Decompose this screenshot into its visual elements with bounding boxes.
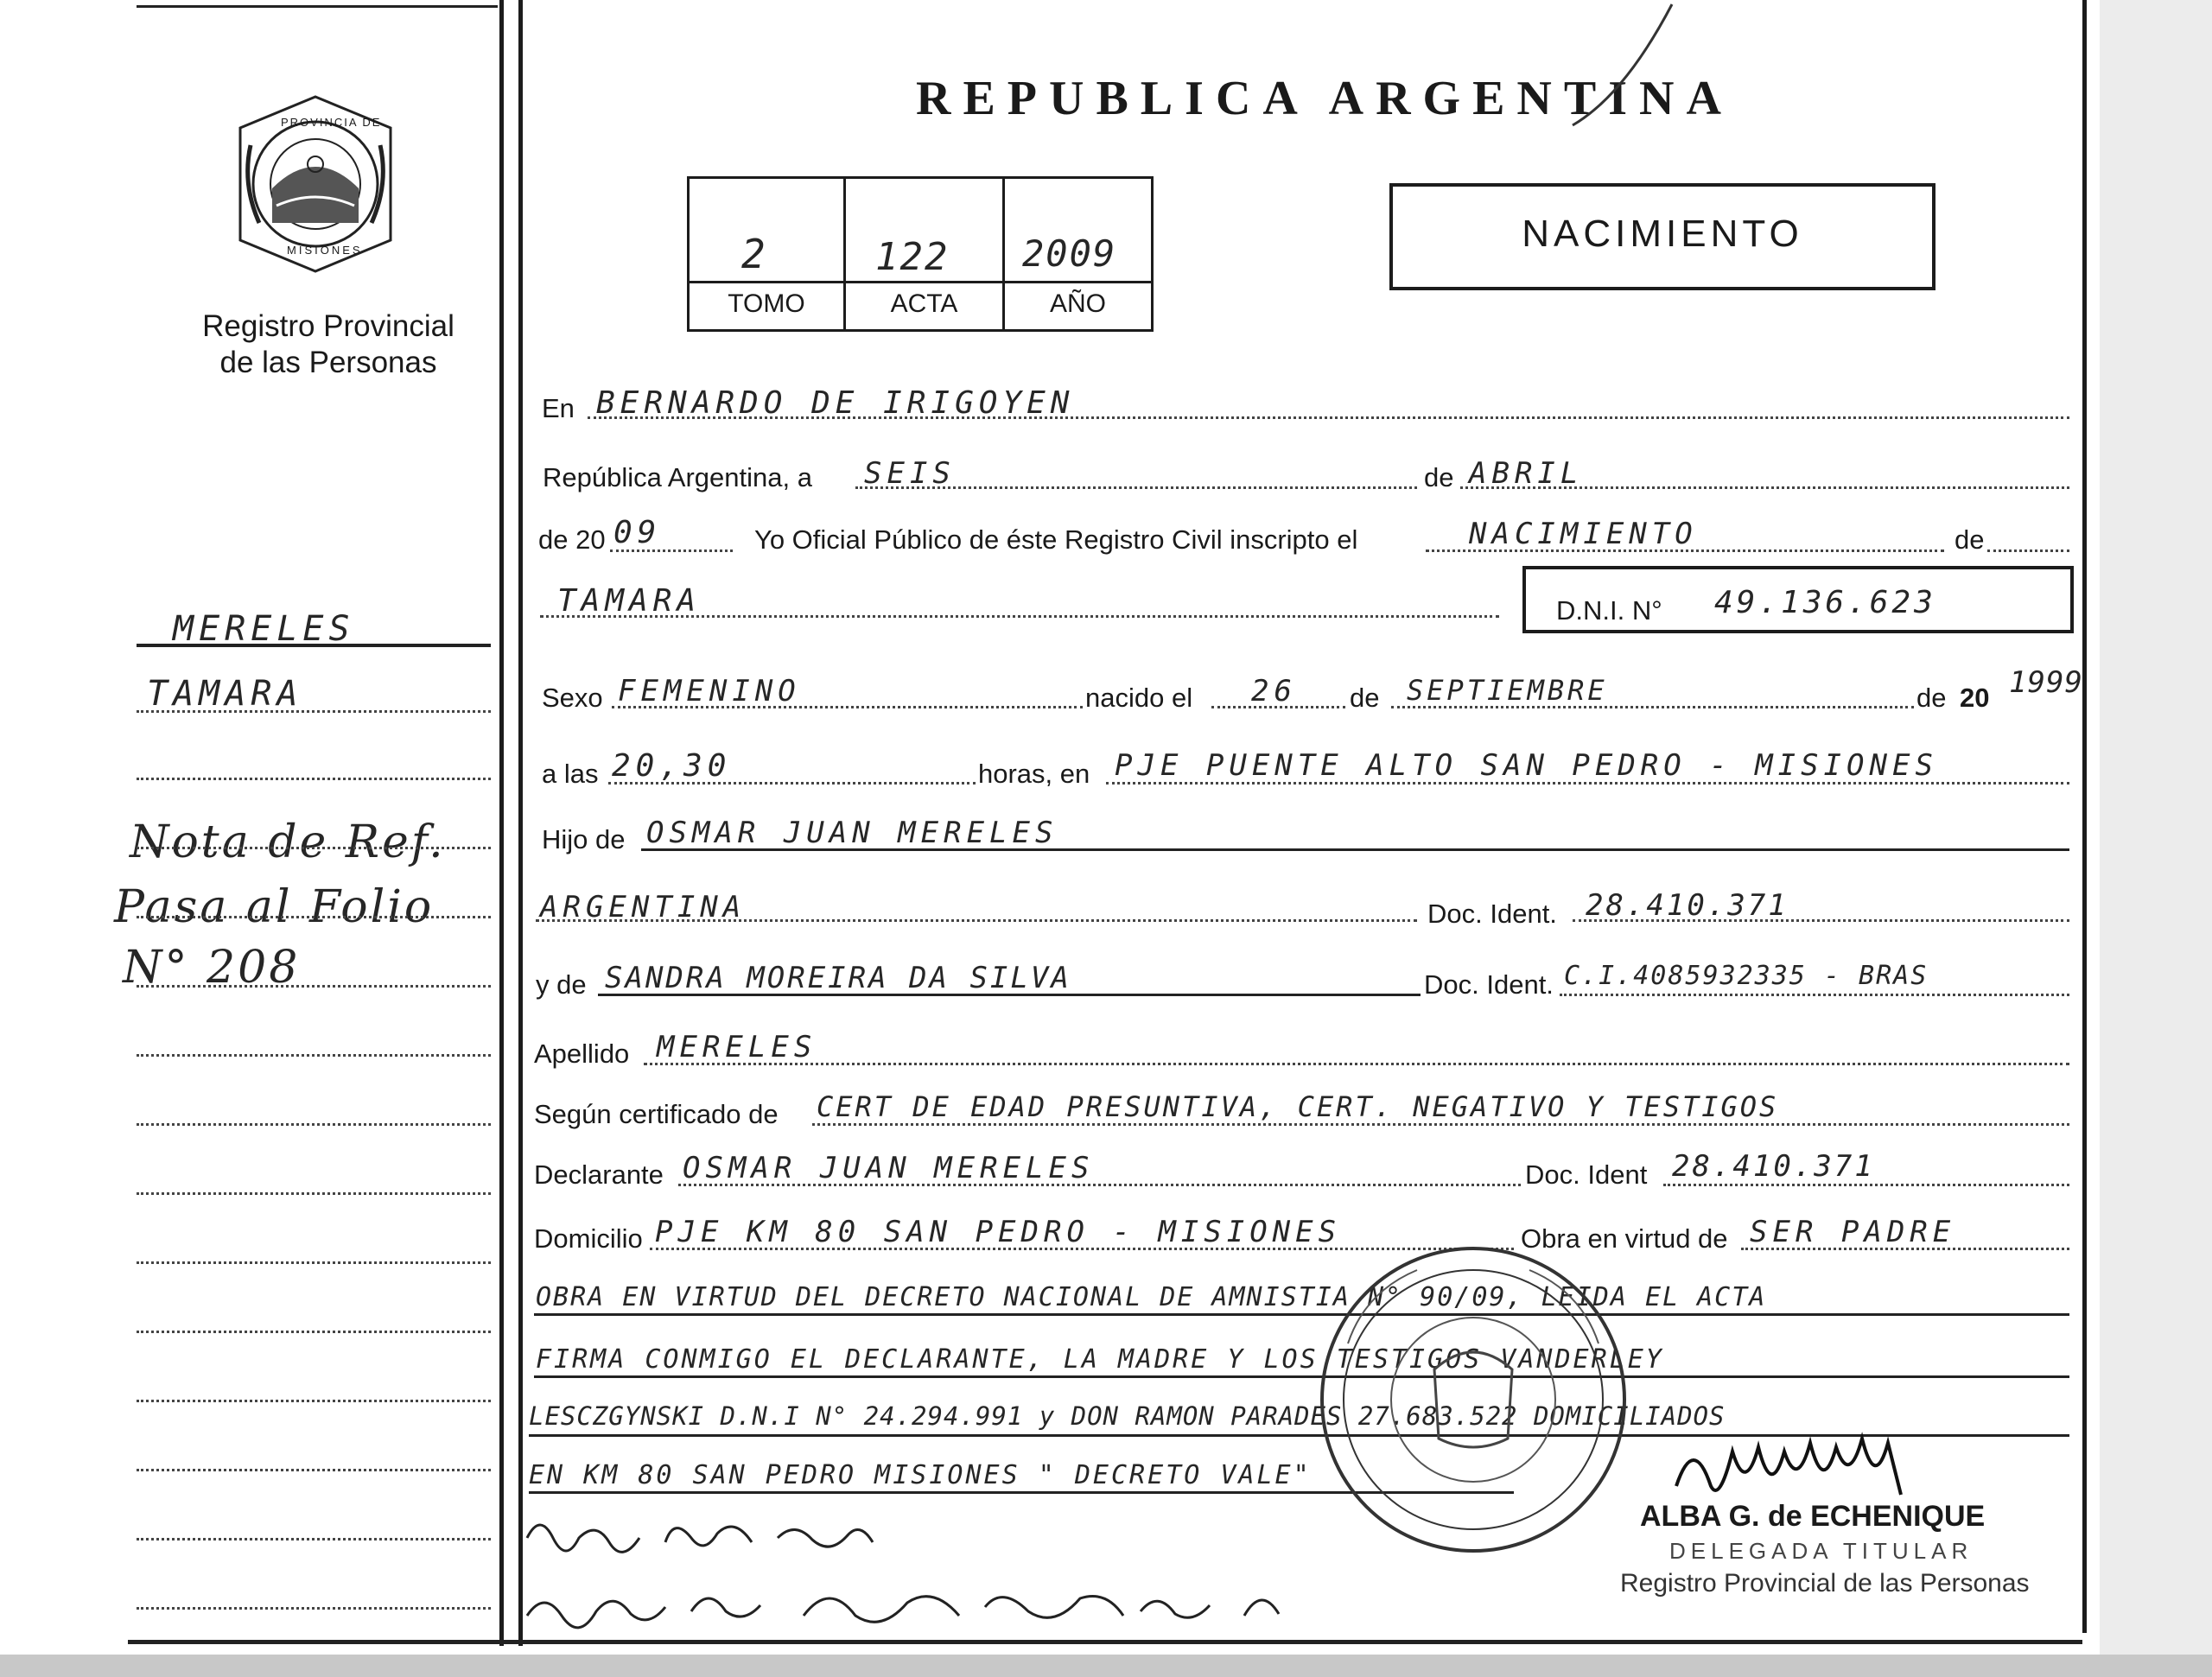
registry-name-line2: de las Personas [219,346,437,379]
body-line-4: EN KM 80 SAN PEDRO MISIONES " DECRETO VALE" [529,1460,1312,1490]
hour-value: 20,30 [612,748,732,784]
declarante-label: Declarante [534,1159,664,1190]
birth-month-line [1391,706,1914,708]
mother-doc-line [1560,994,2069,996]
domicilio-value: PJE KM 80 SAN PEDRO - MISIONES [655,1215,1342,1249]
de-label-3: de [1350,683,1380,713]
page-right-border [2082,0,2087,1633]
year-line [610,549,733,552]
acta-label: ACTA [890,289,958,318]
margin-dotline [137,1469,491,1471]
year-label: de 20 [538,524,606,555]
body-line-2-rule [534,1375,2069,1378]
sexo-label: Sexo [542,683,603,713]
en-label: En [542,393,575,423]
body-line-2: FIRMA CONMIGO EL DECLARANTE, LA MADRE Y LOS TESTIGOS VANDERLEY [536,1344,1664,1375]
obra-label: Obra en virtud de [1521,1223,1728,1254]
republica-label: República Argentina, a [543,462,812,492]
column-divider-inner [518,0,523,1646]
margin-surname: MERELES [173,609,355,649]
declarante-doc-line [1663,1184,2069,1186]
registry-name-line1: Registro Provincial [202,309,454,343]
margin-note-line2: Pasa al Folio [114,881,435,933]
inscripto-value: NACIMIENTO [1469,517,1698,551]
apellido-value: MERELES [657,1030,817,1064]
place-line [1106,782,2069,785]
margin-dotline [137,1123,491,1126]
obra-value: SER PADRE [1750,1215,1956,1249]
de-label-4: de [1916,683,1947,713]
doc-label-3: Doc. Ident [1525,1159,1648,1190]
horas-label: horas, en [978,759,1090,789]
declarante-value: OSMAR JUAN MERELES [683,1151,1095,1185]
record-type: NACIMIENTO [1522,213,1803,255]
doc-label-1: Doc. Ident. [1427,899,1557,929]
tomo-value: 2 [741,231,771,277]
margin-surname-rule [137,644,491,647]
body-line-1: OBRA EN VIRTUD DEL DECRETO NACIONAL DE AMNISTIA N° 90/09, LEIDA EL ACTA [536,1282,1767,1312]
margin-dotline [137,916,491,918]
margin-name: TAMARA [147,674,303,714]
father-line [641,848,2069,851]
seal-text-bottom: MISIONES [287,244,363,257]
birth-month-value: SEPTIEMBRE [1407,674,1608,707]
child-name-value: TAMARA [557,583,702,619]
official-stamp [1313,1240,1633,1559]
father-doc-line [1573,919,2069,922]
year-value: 09 [613,515,662,550]
sexo-value: FEMENINO [618,674,801,708]
declarante-doc: 28.410.371 [1672,1149,1875,1184]
anio-label: AÑO [1049,289,1106,318]
dni-value: 49.136.623 [1714,585,1936,620]
apellido-line [644,1063,2069,1065]
margin-dotline [137,710,491,713]
dni-label: D.N.I. N° [1556,595,1662,626]
de-label: de [1424,462,1454,492]
margin-dotline [137,1538,491,1540]
margin-note-line1: Nota de Ref. [130,816,446,868]
segun-line [812,1123,2069,1126]
mother-value: SANDRA MOREIRA DA SILVA [605,961,1071,995]
day-value: SEIS [864,456,956,491]
margin-dotline [137,1054,491,1057]
nationality-line [536,919,1417,922]
page-title: REPUBLICA ARGENTINA [916,72,1733,125]
a-las-label: a las [542,759,599,789]
inscripto-line [1426,549,1944,552]
birth-day-value: 26 [1251,674,1297,708]
oficial-label: Yo Oficial Público de éste Registro Civil inscripto el [754,524,1358,555]
domicilio-label: Domicilio [534,1223,643,1254]
father-doc: 28.410.371 [1586,888,1789,923]
nacido-label: nacido el [1085,683,1193,713]
month-line [1460,486,2069,489]
obra-line [1741,1248,2069,1250]
margin-dotline [137,778,491,780]
y-de-label: y de [536,969,587,1000]
margin-dotline [137,1261,491,1264]
doc-label-2: Doc. Ident. [1424,969,1554,1000]
official-title: DELEGADA TITULAR [1669,1538,1974,1564]
sexo-line [612,706,1083,708]
binding-edge [2100,0,2212,1655]
father-value: OSMAR JUAN MERELES [646,816,1058,850]
birth-year-prefix: 20 [1960,683,1990,713]
document-check-mark [1564,0,1676,130]
en-value: BERNARDO DE IRIGOYEN [596,385,1075,421]
hijo-label: Hijo de [542,824,626,854]
anio-value: 2009 [1022,232,1117,275]
official-name: ALBA G. de ECHENIQUE [1640,1500,1986,1533]
body-line-1-rule [534,1313,2069,1316]
province-seal [233,93,397,275]
left-column-top-rule [137,5,498,8]
margin-dotline [137,847,491,849]
father-nationality: ARGENTINA [540,890,747,924]
dni-box [1522,566,2074,633]
seal-text-top: PROVINCIA DE [281,116,382,129]
mother-doc: C.I.4085932335 - BRAS [1564,961,1929,991]
segun-value: CERT DE EDAD PRESUNTIVA, CERT. NEGATIVO Y TESTIGOS [817,1090,1779,1123]
place-value: PJE PUENTE ALTO SAN PEDRO - MISIONES [1115,748,1938,783]
margin-dotline [137,1607,491,1610]
tomo-label: TOMO [728,289,805,318]
acta-value: 122 [875,235,950,279]
mother-line [598,994,1421,996]
declarante-line [678,1184,1521,1186]
margin-dotline [137,1192,491,1195]
child-name-line [540,615,1499,618]
margin-note-line3: N° 208 [123,942,301,994]
segun-label: Según certificado de [534,1099,779,1129]
official-registry: Registro Provincial de las Personas [1620,1569,2030,1598]
de-label-2: de [1955,524,1985,555]
column-divider-left [499,0,504,1646]
apellido-label: Apellido [534,1039,630,1069]
hour-line [608,782,976,785]
day-line [855,486,1417,489]
birth-year-value: 1999 [2009,665,2083,700]
record-type-box [1389,183,1936,290]
birth-day-line [1211,706,1345,708]
inscripto-tail-line [1987,549,2069,552]
margin-dotline [137,1400,491,1402]
margin-dotline [137,1331,491,1333]
record-number-table [687,176,1154,332]
margin-dotline [137,985,491,988]
page-bottom-shadow [0,1655,2212,1677]
en-line [588,416,2069,419]
month-value: ABRIL [1469,456,1584,491]
body-line-3: LESCZGYNSKI D.N.I N° 24.294.991 y DON RAMON PARADES 27.683.522 DOMICILIADOS [529,1401,1726,1431]
